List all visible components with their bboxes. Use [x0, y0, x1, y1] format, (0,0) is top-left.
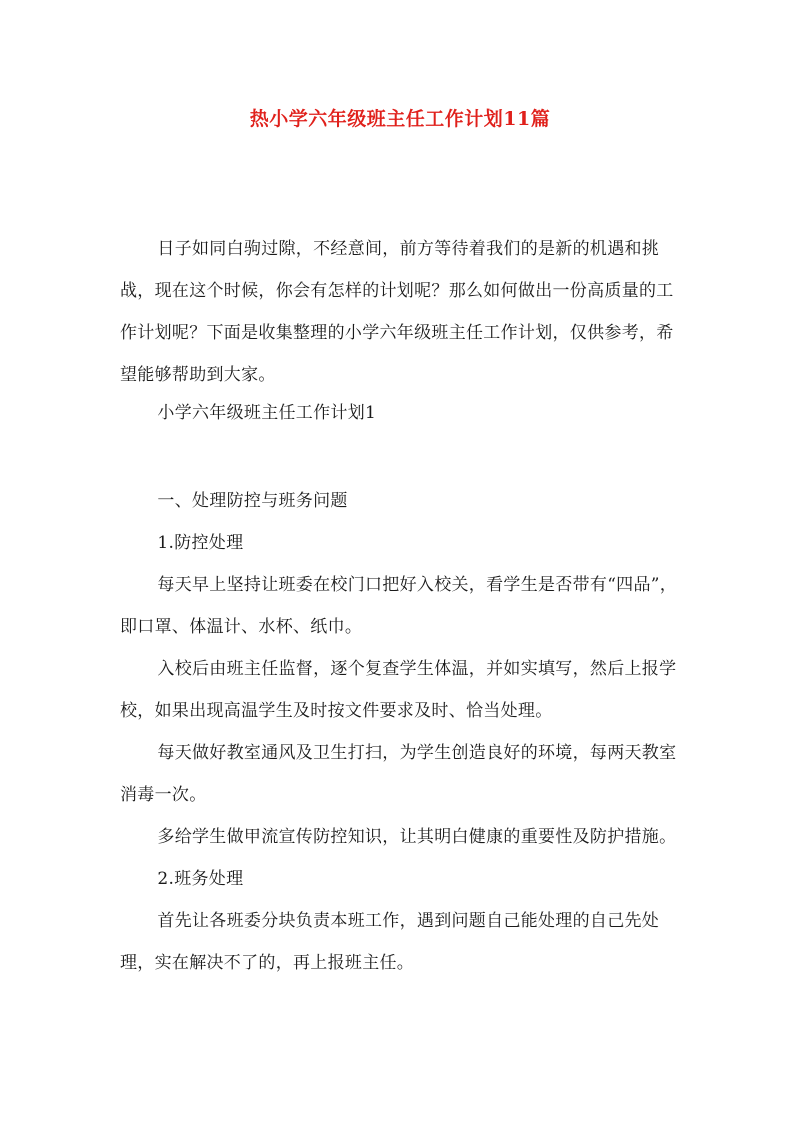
subheading-2: 2.班务处理	[157, 869, 244, 889]
intro-paragraph: 日子如同白驹过隙，不经意间，前方等待着我们的是新的机遇和挑战，现在这个时候，你会有怎样的计划呢？那么如何做出一份高质量的工作计划呢？下面是收集整理的小学六年级班主任工作计划，仅供参考，希望能够帮助到大家。	[120, 239, 674, 385]
paragraph: 多给学生做甲流宣传防控知识，让其明白健康的重要性及防护措施。	[157, 827, 677, 847]
intro-block	[120, 228, 685, 396]
paragraph: 入校后由班主任监督，逐个复查学生体温，并如实填写，然后上报学校，如果出现高温学生及时按文件要求及时、恰当处理。	[120, 659, 677, 721]
heading-1: 一、处理防控与班务问题	[157, 491, 348, 511]
paragraph: 每天做好教室通风及卫生打扫，为学生创造良好的环境，每两天教室消毒一次。	[120, 743, 677, 805]
section-heading-block	[120, 392, 685, 434]
content-block	[120, 480, 685, 984]
paragraph: 每天早上坚持让班委在校门口把好入校关，看学生是否带有“四品”，即口罩、体温计、水杯、纸巾。	[120, 575, 678, 637]
document-title: 热小学六年级班主任工作计划11篇	[249, 108, 551, 130]
section-title: 小学六年级班主任工作计划1	[157, 403, 377, 423]
paragraph: 首先让各班委分块负责本班工作，遇到问题自己能处理的自己先处理，实在解决不了的，再上报班主任。	[120, 911, 660, 973]
subheading-1: 1.防控处理	[157, 533, 244, 553]
